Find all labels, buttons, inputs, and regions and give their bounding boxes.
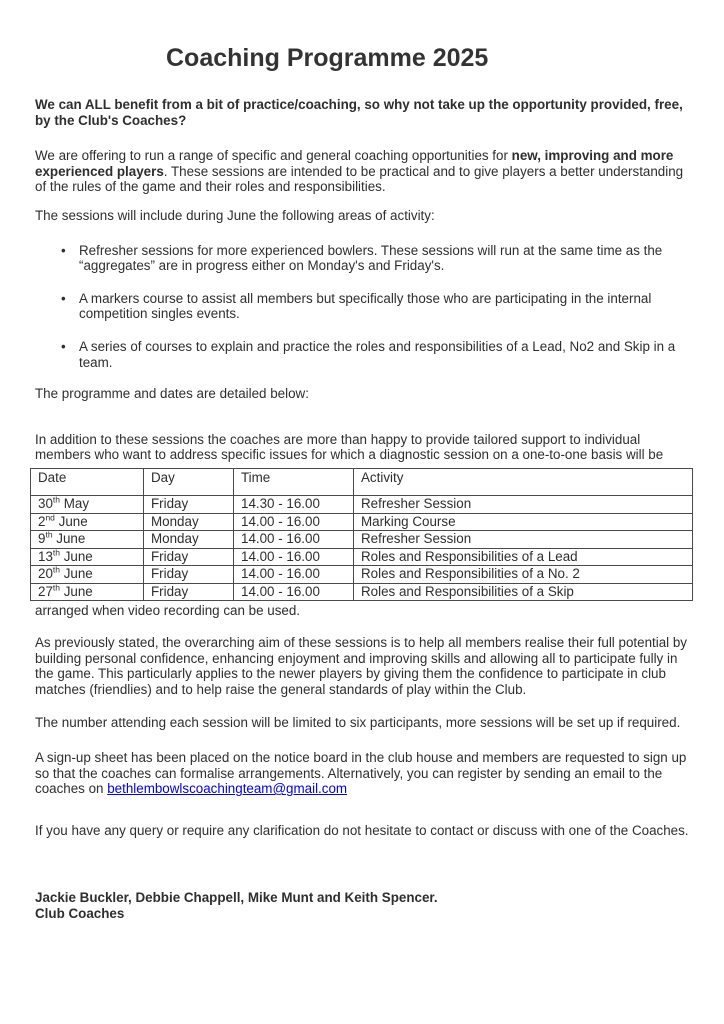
bullet-icon: • — [61, 290, 66, 306]
date-month: June — [52, 531, 86, 547]
offer-text-bold-run: new, improving and more experienced players — [35, 148, 674, 179]
date-number: 2 — [38, 513, 46, 529]
cell-activity: Roles and Responsibilities of a Skip — [354, 583, 693, 601]
table-row — [31, 548, 693, 566]
list-item — [61, 291, 690, 322]
date-number: 13 — [38, 548, 53, 564]
column-header-time: Time — [234, 468, 354, 496]
aim-paragraph: As previously stated, the overarching aim of these sessions is to help all members realise their full potential by building personal confidence, enhancing enjoyment and improving skills and allowing all to participate fully in the game. This particularly applies to the newer players by giving them the confidence to participate in club matches (friendlies) and to help raise the general standards of play within the Club. — [35, 635, 687, 697]
date-ordinal: th — [52, 548, 60, 558]
query-paragraph: If you have any query or require any clarification do not hesitate to contact or discuss with one of the Coaches. — [35, 822, 689, 838]
date-number: 20 — [38, 566, 53, 582]
cell-time: 14.00 - 16.00 — [234, 513, 354, 531]
cell-date — [31, 496, 144, 514]
date-ordinal: th — [52, 583, 60, 593]
bullet-icon: • — [61, 242, 66, 258]
cell-time: 14.00 - 16.00 — [234, 531, 354, 549]
date-month: June — [60, 566, 93, 582]
table-row — [31, 496, 693, 514]
cell-day: Friday — [144, 583, 234, 601]
bullet-text-refresher: Refresher sessions for more experienced bowlers. These sessions will run at the same time as the “aggregates” are in progress either on Monday's and Friday's. — [79, 242, 663, 274]
cell-activity: Marking Course — [354, 513, 693, 531]
cell-time: 14.30 - 16.00 — [234, 496, 354, 514]
table-row — [31, 583, 693, 601]
offer-paragraph — [35, 148, 690, 195]
signature-names: Jackie Buckler, Debbie Chappell, Mike Munt and Keith Spencer. — [35, 890, 438, 906]
signup-paragraph — [35, 750, 690, 797]
column-header-date: Date — [31, 468, 144, 496]
list-item — [61, 243, 690, 274]
cell-day: Friday — [144, 548, 234, 566]
date-number: 27 — [38, 583, 53, 599]
table-row — [31, 513, 693, 531]
offer-text-run1: We are offering to run a range of specific and general coaching opportunities for — [35, 148, 512, 164]
signature-block — [35, 890, 690, 921]
page-title: Coaching Programme 2025 — [166, 44, 489, 72]
cell-activity: Refresher Session — [354, 496, 693, 514]
offer-text-run3: . These sessions are intended to be practical and to give players a better understanding of the rules of the game and their roles and responsibilities. — [35, 163, 684, 195]
date-month: May — [60, 496, 90, 512]
cell-date — [31, 531, 144, 549]
tailored-support-paragraph: In addition to these sessions the coaches are more than happy to provide tailored support to individual members who want to address specific issues for which a diagnostic session on a one-to-one basis will be — [35, 431, 664, 463]
programme-dates-paragraph: The programme and dates are detailed below: — [35, 386, 309, 402]
intro-paragraph-bold: We can ALL benefit from a bit of practice/coaching, so why not take up the opportunity provided, free, by the Club's Coaches? — [35, 97, 683, 128]
schedule-table — [30, 468, 693, 602]
cell-date — [31, 548, 144, 566]
paragraph-continuation: arranged when video recording can be used. — [35, 603, 301, 619]
date-ordinal: nd — [45, 513, 55, 523]
cell-time: 14.00 - 16.00 — [234, 566, 354, 584]
column-header-day: Day — [144, 468, 234, 496]
bullet-icon: • — [61, 338, 66, 354]
date-month: June — [54, 513, 88, 529]
attendance-limit-paragraph: The number attending each session will be limited to six participants, more sessions will be set up if required. — [35, 715, 681, 731]
date-ordinal: th — [52, 565, 60, 575]
bullet-text-roles: A series of courses to explain and practice the roles and responsibilities of a Lead, No2 and Skip in a team. — [79, 338, 676, 370]
cell-day: Monday — [144, 531, 234, 549]
date-ordinal: th — [45, 530, 53, 540]
cell-date — [31, 566, 144, 584]
sessions-intro-paragraph: The sessions will include during June the following areas of activity: — [35, 207, 435, 223]
date-month: June — [60, 583, 93, 599]
list-item — [61, 339, 690, 370]
coaching-team-email-link[interactable]: bethlembowlscoachingteam@gmail.com — [107, 781, 348, 797]
signature-role: Club Coaches — [35, 905, 125, 921]
bullet-text-markers: A markers course to assist all members but specifically those who are participating in the internal competition singles events. — [79, 290, 652, 322]
date-number: 9 — [38, 531, 46, 547]
cell-time: 14.00 - 16.00 — [234, 548, 354, 566]
table-row — [31, 531, 693, 549]
cell-date — [31, 583, 144, 601]
table-header-row — [31, 468, 693, 496]
cell-activity: Roles and Responsibilities of a No. 2 — [354, 566, 693, 584]
cell-activity: Roles and Responsibilities of a Lead — [354, 548, 693, 566]
date-month: June — [60, 548, 93, 564]
signup-text-run1: A sign-up sheet has been placed on the notice board in the club house and members are requested to sign up so that the coaches can formalise arrangements. Alternatively, you can register by sending an email to the coaches on — [35, 749, 687, 797]
date-ordinal: th — [52, 495, 60, 505]
cell-day: Monday — [144, 513, 234, 531]
cell-time: 14.00 - 16.00 — [234, 583, 354, 601]
activity-bullet-list — [35, 243, 690, 371]
cell-day: Friday — [144, 496, 234, 514]
date-number: 30 — [38, 496, 53, 512]
cell-date — [31, 513, 144, 531]
cell-day: Friday — [144, 566, 234, 584]
table-row — [31, 566, 693, 584]
cell-activity: Refresher Session — [354, 531, 693, 549]
column-header-activity: Activity — [354, 468, 693, 496]
